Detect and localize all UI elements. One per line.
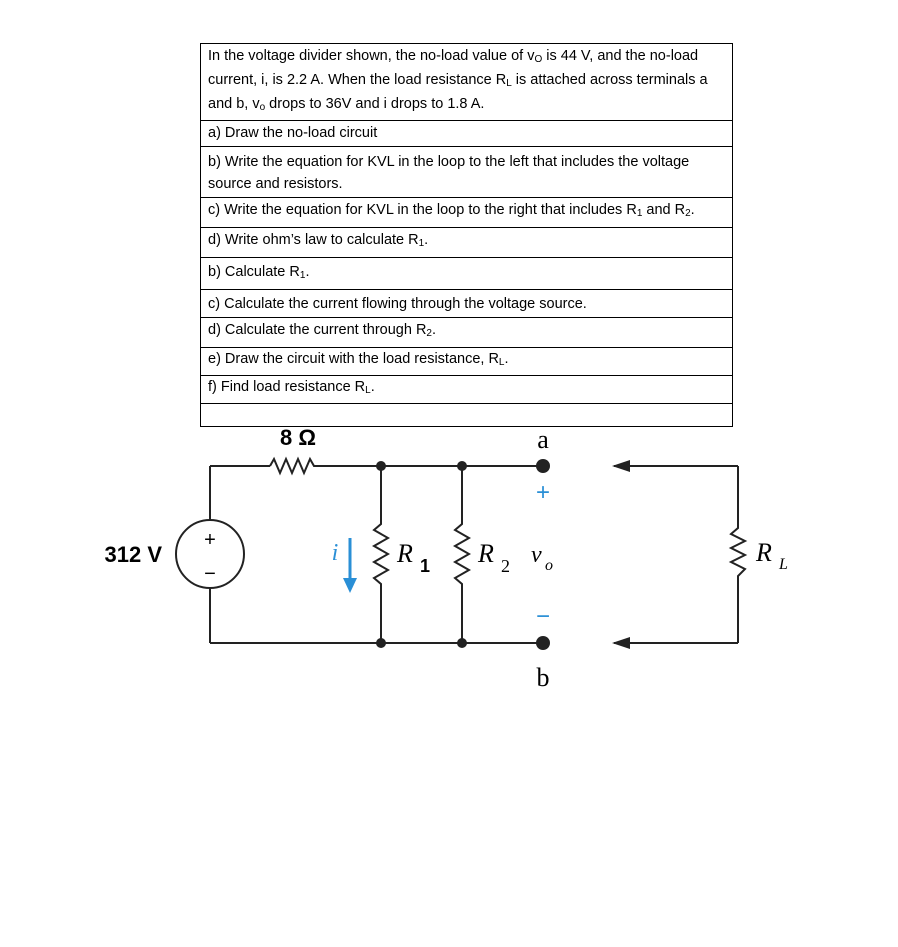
vo-subscript: o [545, 557, 553, 574]
item-d-ohm [201, 228, 732, 258]
vo-plus-sign: + [535, 479, 551, 506]
r2-resistor-symbol [455, 518, 469, 590]
item-d-current [201, 318, 732, 348]
rl-arrow-top-icon [612, 460, 630, 472]
item-b-kvl-text: b) Write the equation for KVL in the loop to the left that includes the voltage source and resistors. [208, 154, 690, 192]
wires [210, 466, 738, 643]
item-e-text-2: . [504, 351, 509, 367]
source-voltage-label: 312 V [104, 542, 162, 567]
vo-label: v [531, 542, 542, 568]
item-b-calc [201, 258, 732, 290]
junction-dot [376, 638, 386, 648]
r2-subscript: 2 [501, 556, 510, 576]
intro-text-4: drops to 36V and i drops to 1.8 A. [265, 96, 485, 112]
vo-minus-sign: − [535, 603, 551, 630]
item-c-text-3: . [690, 202, 695, 218]
item-f-text-1: f) Find load resistance R [208, 379, 366, 395]
series-resistor-label: 8 Ω [280, 425, 316, 450]
intro-text-3: is attached across terminals a and b, v [208, 72, 708, 112]
rl-subscript: L [779, 556, 788, 573]
terminal-b-label: b [536, 663, 550, 692]
item-c-current [201, 290, 732, 318]
item-c-sub-2: 2 [685, 208, 691, 219]
r1-subscript: 1 [420, 556, 431, 576]
current-arrow-icon [343, 578, 357, 593]
item-c-text-2: and R [642, 202, 686, 218]
terminal-b-dot [536, 636, 550, 650]
r1-resistor-symbol [374, 518, 388, 590]
intro-text-2: is 44 V, and the no-load current, i, is 2.2 A. When the load resistance R [208, 48, 699, 88]
item-f-sub: L [365, 385, 371, 396]
intro-sub-1: O [534, 54, 543, 65]
junction-dot [376, 461, 386, 471]
question-table [200, 43, 733, 427]
terminal-a-label: a [537, 425, 549, 454]
item-c-text-1: c) Write the equation for KVL in the loop to the right that includes R [208, 202, 637, 218]
item-e-sub: L [498, 357, 505, 368]
item-b-calc-sub: 1 [299, 270, 306, 281]
r2-label: R [478, 539, 494, 568]
circuit-svg [0, 400, 898, 720]
series-resistor-symbol [270, 459, 318, 473]
item-f-text-2: . [370, 379, 375, 395]
rl-resistor-symbol [731, 524, 745, 580]
r1-label: R [397, 539, 413, 568]
item-c-kvl [201, 198, 732, 228]
junction-dot [457, 638, 467, 648]
question-intro [201, 44, 732, 121]
item-d-sub: 1 [418, 238, 425, 249]
intro-text-1: In the voltage divider shown, the no-load value of v [208, 48, 535, 64]
item-e-text-1: e) Draw the circuit with the load resistance, R [208, 351, 499, 367]
intro-sub-3: o [259, 102, 266, 113]
item-b-calc-text-1: b) Calculate R [208, 264, 300, 280]
source-minus-sign: − [204, 563, 216, 585]
item-b-calc-text-2: . [305, 264, 310, 280]
junction-dot [457, 461, 467, 471]
item-a-text: a) Draw the no-load circuit [208, 125, 378, 141]
circuit-diagram [0, 400, 898, 720]
intro-sub-2: L [506, 78, 512, 89]
item-d-current-text-1: d) Calculate the current through R [208, 322, 427, 338]
terminal-a-dot [536, 459, 550, 473]
rl-arrow-bottom-icon [612, 637, 630, 649]
item-d-current-sub: 2 [426, 328, 432, 339]
item-d-text-2: . [424, 232, 429, 248]
item-c-sub-1: 1 [636, 208, 643, 219]
current-label: i [331, 540, 339, 566]
item-c-current-text: c) Calculate the current flowing through the voltage source. [208, 296, 587, 312]
item-b-kvl [201, 147, 732, 198]
rl-label: R [756, 538, 772, 567]
item-e-draw [201, 348, 732, 376]
source-plus-sign: + [204, 529, 216, 551]
item-a [201, 121, 732, 147]
item-d-current-text-2: . [431, 322, 437, 338]
item-d-text-1: d) Write ohm’s law to calculate R [208, 232, 419, 248]
